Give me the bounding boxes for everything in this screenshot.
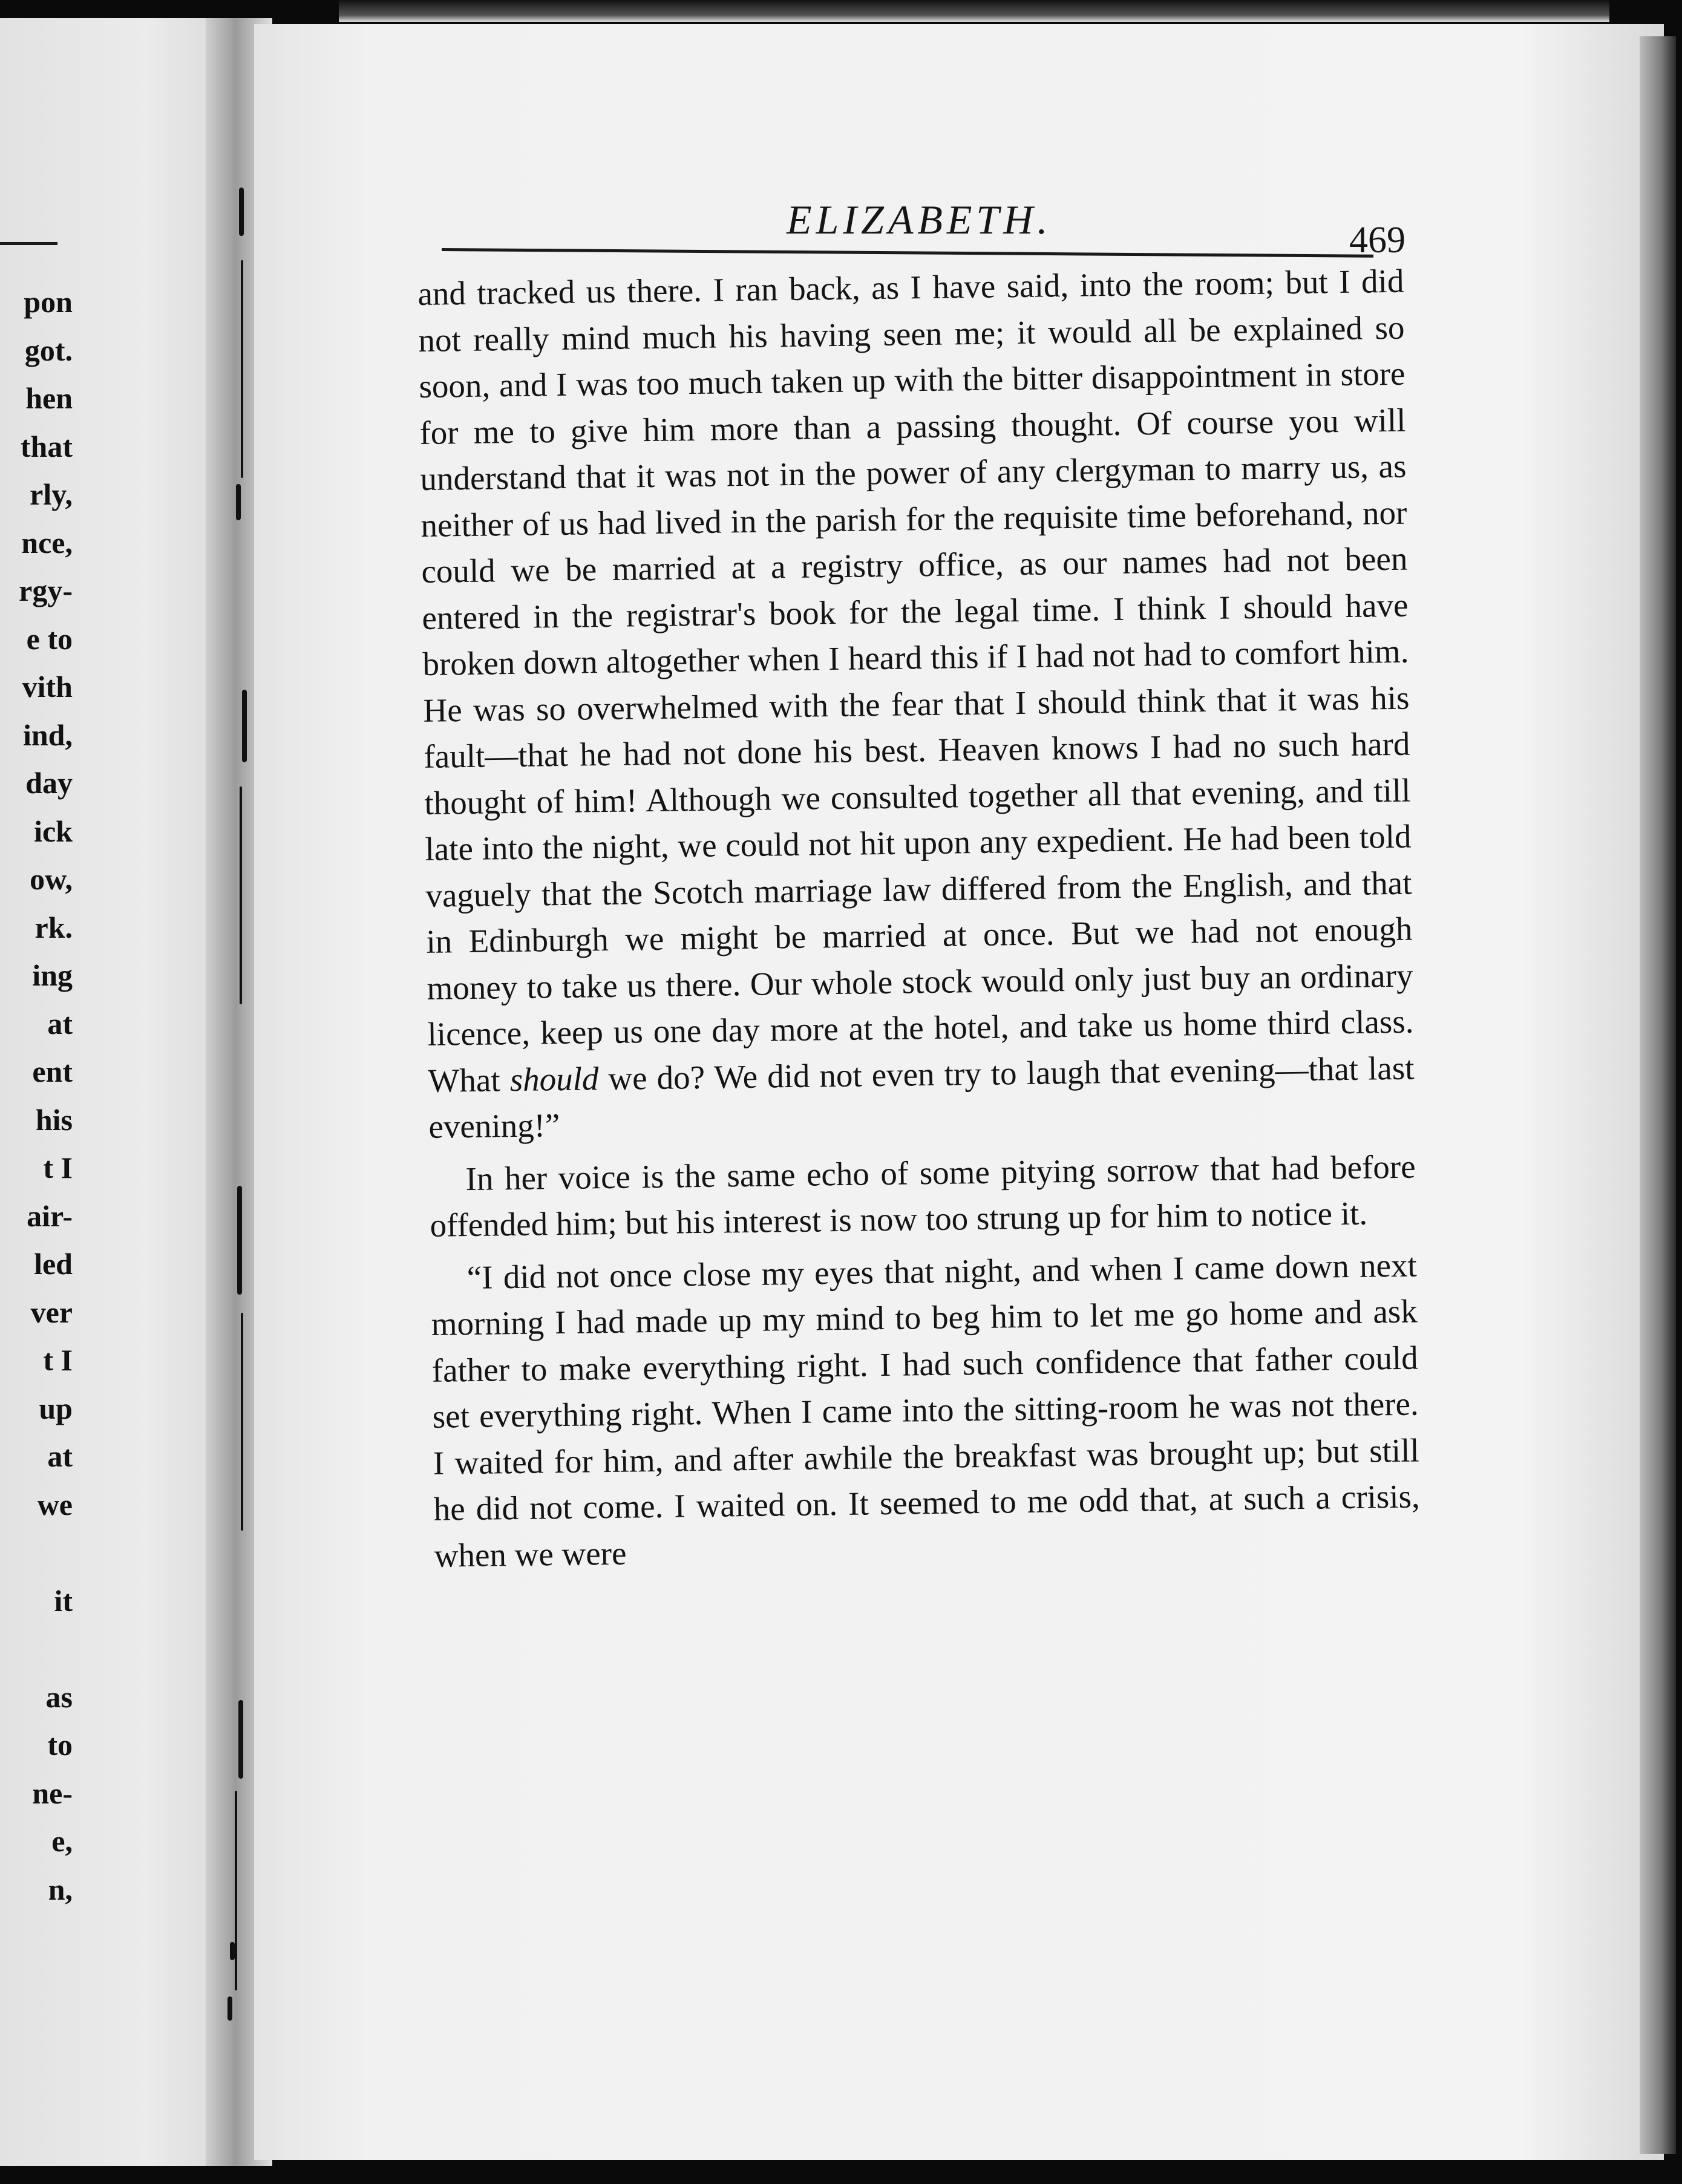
facing-page-line-fragment: ow, [30, 862, 73, 896]
facing-page-line-fragment: rly, [30, 477, 73, 511]
facing-page-line-fragment: to [47, 1728, 73, 1762]
facing-page-line-fragment: vith [22, 670, 73, 704]
facing-page-line-fragment: it [54, 1583, 73, 1618]
facing-page-line-fragment: rgy- [19, 574, 73, 607]
facing-page-line-fragment [0, 1625, 73, 1673]
page-right-edge [1640, 36, 1676, 2154]
running-title: ELIZABETH. [787, 197, 1052, 243]
facing-page-line-fragment: led [34, 1247, 73, 1281]
facing-page-line-fragment: his [35, 1102, 73, 1137]
facing-page-line-fragment: ing [32, 958, 73, 992]
binding-thread-mark [239, 188, 244, 236]
paragraph: and tracked us there. I ran back, as I have said, into the room; but I did not really mind much his having seen me; it would all be explained so soon, and I was too much taken up with the bitter disappointment in store for me to give him more than a passing thought. Of course you will understand that it was not in the power of any clergyman to marry us, as neither of us had lived in the parish for the requisite time beforehand, nor could we be married at a registry office, as our names had not been entered in the registrar's book for the legal time. I think I should have broken down altogether when I heard this if I had not had to comfort him. He was so overwhelmed with the fear that I should think that it was his fault—that he had not done his best. Heaven knows I had no such hard thought of him! Although we consulted together all that evening, and till late into the night, we could not hit upon any expedient. He had been told vaguely that the Scotch marriage law differed from the English, and that in Edinburgh we might be married at once. But we had not enough money to take us there. Our whole stock would only just buy an ordinary licence, keep us one day more at the hotel, and take us home third class. What should we do? We did not even try to laugh that evening—that last evening!” [417, 262, 1415, 1145]
binding-thread-mark [242, 690, 247, 762]
facing-page-line-fragment: at [47, 1439, 73, 1473]
facing-page-line-fragment: e, [51, 1824, 73, 1858]
facing-page-line-fragment: as [45, 1679, 73, 1714]
facing-page-line-fragment: hen [25, 381, 73, 415]
facing-page-line-fragment: n, [48, 1872, 73, 1906]
binding-thread-mark [236, 484, 241, 520]
binding-thread-mark [241, 260, 243, 478]
page-top-edge [339, 0, 1609, 22]
facing-page-line-fragment: day [25, 766, 73, 800]
binding-thread-mark [230, 1942, 235, 1960]
emphasis: should [509, 1059, 599, 1098]
body-text [417, 258, 1421, 1579]
header-rule [442, 248, 1373, 258]
facing-page-line-fragment: got. [24, 333, 73, 367]
facing-page-line-fragment: ent [32, 1054, 73, 1088]
facing-page-line-fragment: air- [27, 1198, 73, 1233]
facing-page-line-fragment: ind, [22, 718, 73, 752]
facing-page-line-fragment: at [47, 1006, 73, 1041]
facing-page-line-fragment: up [39, 1391, 73, 1425]
binding-thread-mark [240, 786, 242, 1004]
facing-page-line-fragment: e to [26, 621, 73, 656]
running-head [442, 177, 1416, 261]
binding-thread-mark [237, 1186, 242, 1295]
paragraph: In her voice is the same echo of some pitying sorrow that had before offended him; but his interest is now too strung up for him to notice it. [430, 1148, 1416, 1244]
binding-thread-mark [241, 1313, 243, 1531]
facing-page-rule [0, 242, 57, 245]
facing-page-line-fragment: t I [43, 1343, 73, 1377]
facing-page-line-fragment: t I [43, 1151, 73, 1185]
facing-page-line-fragment: pon [24, 285, 73, 319]
facing-page-line-fragment: ver [30, 1295, 73, 1329]
facing-page-text [0, 278, 73, 1914]
facing-page-line-fragment [0, 1529, 73, 1577]
facing-page-line-fragment: that [20, 429, 73, 463]
binding-thread-mark [227, 1996, 232, 2021]
facing-page-line-fragment: we [37, 1487, 73, 1522]
paragraph: “I did not once close my eyes that night, and when I came down next morning I had made up my mind to beg him to let me go home and ask father to make everything right. I had such confidence that father could set everything right. When I came into the sitting-room he was not there. I waited for him, and after awhile the breakfast was brought up; but still he did not come. I waited on. It seemed to me odd that, at such a crisis, when we were [431, 1246, 1421, 1574]
binding-thread-mark [235, 1791, 237, 1990]
facing-page-line-fragment: ne- [32, 1776, 73, 1810]
facing-page-line-fragment: nce, [21, 525, 73, 560]
facing-page-line-fragment: ick [34, 814, 73, 848]
page-number: 469 [1349, 220, 1405, 261]
binding-thread-mark [238, 1700, 243, 1779]
facing-page-line-fragment: rk. [34, 910, 73, 944]
